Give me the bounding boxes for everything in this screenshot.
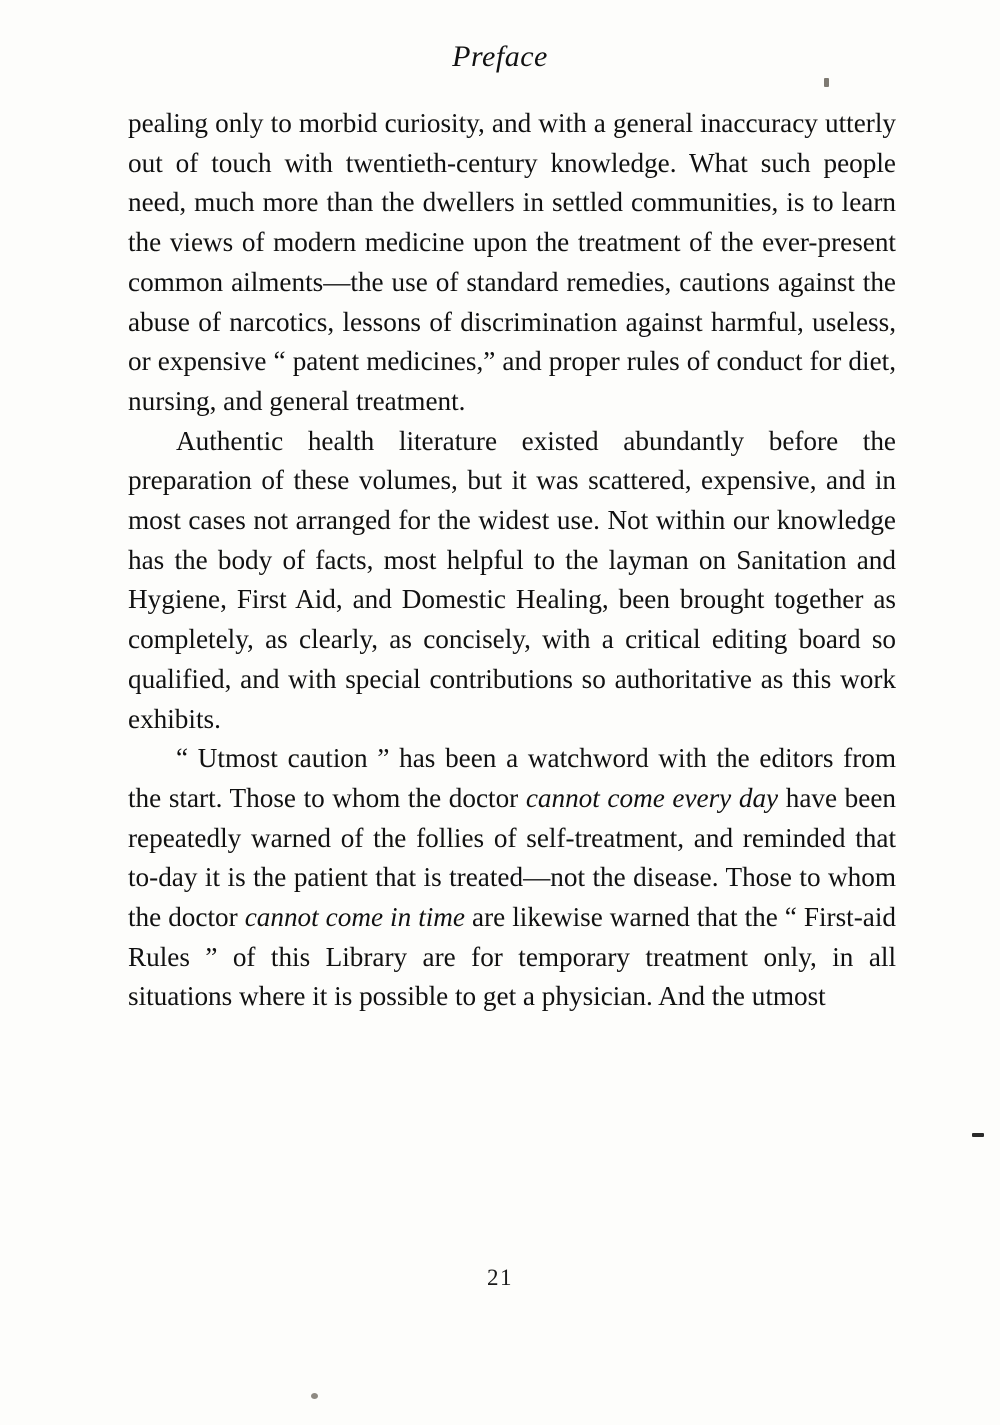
- body-paragraph: [128, 739, 896, 1017]
- page-number: 21: [487, 1265, 513, 1290]
- text-run: Authentic health literature existed abundantly before the preparation of these volumes, but it was scattered, expensive, and in most cases not arranged for the widest use. Not within our knowledge has the body of facts, most helpful to the layman on Sanitation and Hygiene, First Aid, and Domestic Healing, been brought together as completely, as clearly, as concisely, with a critical editing board so qualified, and with special contributions so authoritative as this work exhibits.: [128, 425, 896, 734]
- paper-speck: [824, 78, 829, 87]
- text-run: “ Utmost caution ” has been a watchword with the editors from the start. Those to whom the doctor: [128, 743, 896, 813]
- body-paragraph: [128, 422, 896, 740]
- text-run: are likewise warned that the “ First-aid Rules ” of this Library are for temporary treatment only, in all situations where it is possible to get a physician. And the utmost: [128, 902, 897, 1012]
- body-paragraph: [128, 104, 896, 422]
- text-run: pealing only to morbid curiosity, and with a general inaccuracy utterly out of touch with twentieth-century knowledge. What such people need, much more than the dwellers in settled communities, is to learn the views of modern medicine upon the treatment of the ever-present common ailments—the use of standard remedies, cautions against the abuse of narcotics, lessons of discrimination against harmful, useless, or expensive “ patent medicines,” and proper rules of conduct for diet, nursing, and general treatment.: [128, 108, 896, 416]
- emphasis-run: cannot come in time: [244, 902, 466, 933]
- paper-speck: [311, 1393, 318, 1399]
- running-head: Preface: [452, 40, 548, 73]
- text-run: have been repeatedly warned of the follies of self-treatment, and reminded that to-day it is the patient that is treated—not the disease. Those to whom the doctor: [128, 782, 896, 933]
- body-text: [128, 104, 896, 1017]
- emphasis-run: cannot come every day: [525, 782, 779, 813]
- paper-speck: [972, 1133, 984, 1137]
